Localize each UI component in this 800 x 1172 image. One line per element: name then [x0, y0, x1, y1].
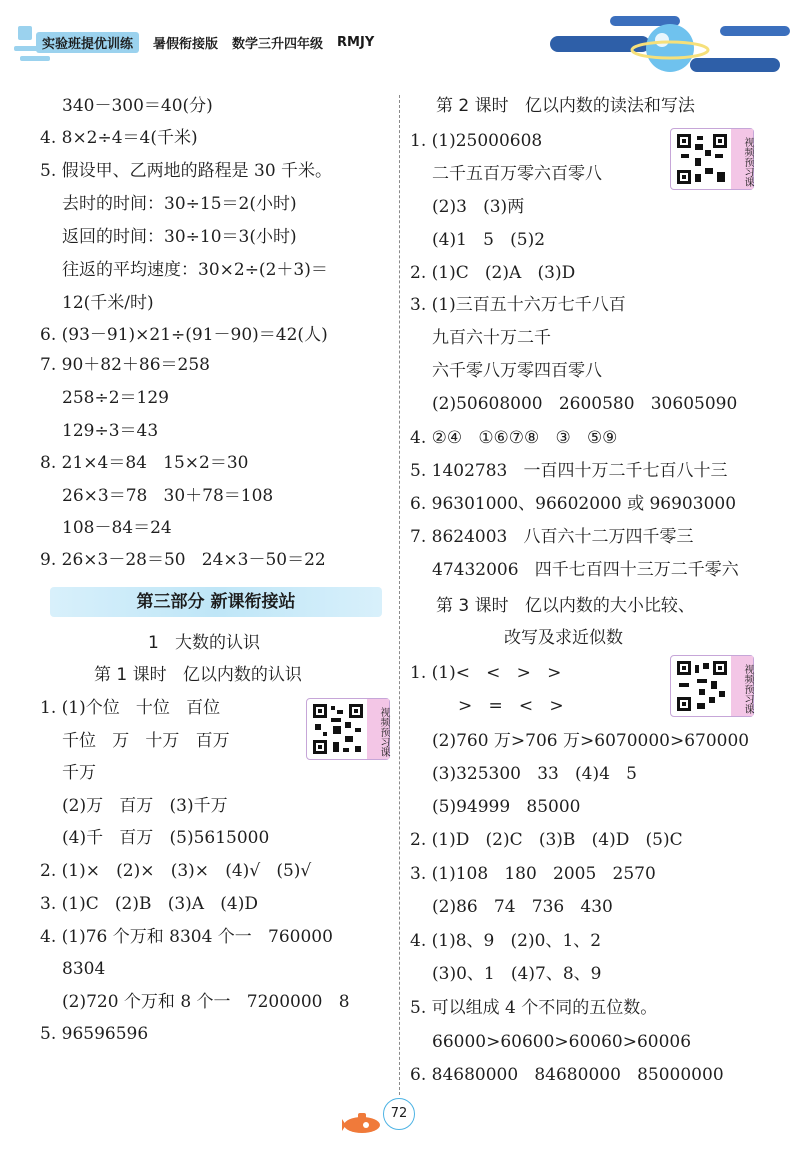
- answer-line: 258÷2＝129: [62, 388, 169, 408]
- answer-line: 2. (1)× (2)× (3)× (4)√ (5)√: [40, 861, 312, 881]
- answer-line: > = < >: [458, 696, 564, 716]
- answer-line: 5. 96596596: [40, 1024, 149, 1044]
- answer-line: (2)3 (3)两: [432, 197, 525, 217]
- qr-code-icon: [311, 702, 365, 756]
- answer-line: 6. (93－91)×21÷(91－90)＝42(人): [40, 325, 328, 345]
- planet-decoration-icon: [540, 8, 800, 88]
- qr-code-video-left[interactable]: [306, 698, 390, 760]
- answer-line: 去时的时间：30÷15＝2(小时): [62, 194, 297, 214]
- page-number: 72: [383, 1098, 415, 1130]
- answer-line: 5. 1402783 一百四十万二千七百八十三: [410, 461, 728, 481]
- answer-line: (4)千 百万 (5)5615000: [62, 828, 270, 848]
- answer-line: 4. (1)8、9 (2)0、1、2: [410, 931, 602, 951]
- answer-line: 3. (1)C (2)B (3)A (4)D: [40, 894, 258, 914]
- lesson-title-continued: 改写及求近似数: [504, 628, 623, 648]
- answer-line: 1. (1)25000608: [410, 131, 543, 151]
- section-banner: 第三部分 新课衔接站: [50, 587, 382, 617]
- unit-title: 1 大数的认识: [148, 633, 261, 653]
- answer-line: 9. 26×3－28＝50 24×3－50＝22: [40, 550, 326, 570]
- answer-line: (2)760 万>706 万>6070000>670000: [432, 731, 750, 751]
- qr-tag-label: 视频预习课: [367, 699, 389, 759]
- column-divider: [399, 95, 400, 1095]
- answer-line: 6. 84680000 84680000 85000000: [410, 1065, 724, 1085]
- answer-line: 8304: [62, 959, 106, 979]
- submarine-icon: [336, 1105, 386, 1135]
- answer-line: 12(千米/时): [62, 293, 154, 313]
- lesson-title: 第 1 课时 亿以内数的认识: [94, 665, 302, 685]
- answer-line: 2. (1)C (2)A (3)D: [410, 263, 576, 283]
- answer-line: 7. 90＋82＋86＝258: [40, 355, 210, 375]
- answer-line: 3. (1)三百五十六万七千八百: [410, 295, 626, 315]
- answer-line: 66000>60600>60060>60006: [432, 1032, 692, 1052]
- page-header: [0, 0, 800, 90]
- answer-line: 千万: [62, 763, 96, 783]
- answer-line: (2)万 百万 (3)千万: [62, 796, 228, 816]
- answer-line: 千位 万 十万 百万: [62, 731, 230, 751]
- answer-line: (2)50608000 2600580 30605090: [432, 394, 738, 414]
- answer-line: 六千零八万零四百零八: [432, 361, 602, 381]
- answer-line: (5)94999 85000: [432, 797, 581, 817]
- answer-line: 108－84＝24: [62, 518, 172, 538]
- answer-line: 4. ②④ ①⑥⑦⑧ ③ ⑤⑨: [410, 428, 618, 448]
- answer-line: 九百六十万二千: [432, 328, 551, 348]
- qr-code-icon: [675, 659, 729, 713]
- qr-code-video-right-top[interactable]: [670, 128, 754, 190]
- answer-line: 1. (1)个位 十位 百位: [40, 698, 221, 718]
- answer-line: 47432006 四千七百四十三万二千零六: [432, 560, 739, 580]
- answer-line: 4. (1)76 个万和 8304 个一 760000: [40, 927, 333, 947]
- answer-line: 5. 可以组成 4 个不同的五位数。: [410, 998, 658, 1018]
- qr-tag-label: 视频预习课: [731, 129, 753, 189]
- answer-line: (2)720 个万和 8 个一 7200000 8: [62, 992, 350, 1012]
- lesson-title: 第 3 课时 亿以内数的大小比较、: [436, 596, 695, 616]
- answer-line: 8. 21×4＝84 15×2＝30: [40, 453, 249, 473]
- series-title: 实验班提优训练: [36, 32, 139, 53]
- answer-line: 往返的平均速度：30×2÷(2＋3)＝: [62, 260, 328, 280]
- subject-label: 数学三升四年级: [232, 36, 324, 52]
- answer-line: 129÷3＝43: [62, 421, 159, 441]
- publisher-code: RMJY: [337, 34, 375, 50]
- answer-line: 26×3＝78 30＋78＝108: [62, 486, 274, 506]
- answer-line: (2)86 74 736 430: [432, 897, 613, 917]
- header-bar: [36, 31, 374, 53]
- answer-line: (3)0、1 (4)7、8、9: [432, 964, 602, 984]
- answer-line: 返回的时间：30÷10＝3(小时): [62, 227, 297, 247]
- answer-line: (4)1 5 (5)2: [432, 230, 546, 250]
- answer-line: 1. (1)< < > >: [410, 663, 562, 683]
- answer-line: 3. (1)108 180 2005 2570: [410, 864, 656, 884]
- answer-line: 5. 假设甲、乙两地的路程是 30 千米。: [40, 161, 333, 181]
- lesson-title: 第 2 课时 亿以内数的读法和写法: [436, 96, 695, 116]
- answer-line: (3)325300 33 (4)4 5: [432, 764, 637, 784]
- qr-code-icon: [675, 132, 729, 186]
- qr-tag-label: 视频预习课: [731, 656, 753, 716]
- answer-line: 6. 96301000、96602000 或 96903000: [410, 494, 737, 514]
- answer-line: 340－300＝40(分): [62, 96, 213, 116]
- edition-label: 暑假衔接版: [153, 36, 219, 52]
- answer-line: 2. (1)D (2)C (3)B (4)D (5)C: [410, 830, 683, 850]
- qr-code-video-right-bottom[interactable]: [670, 655, 754, 717]
- answer-line: 4. 8×2÷4＝4(千米): [40, 128, 198, 148]
- answer-line: 二千五百万零六百零八: [432, 164, 602, 184]
- answer-line: 7. 8624003 八百六十二万四千零三: [410, 527, 694, 547]
